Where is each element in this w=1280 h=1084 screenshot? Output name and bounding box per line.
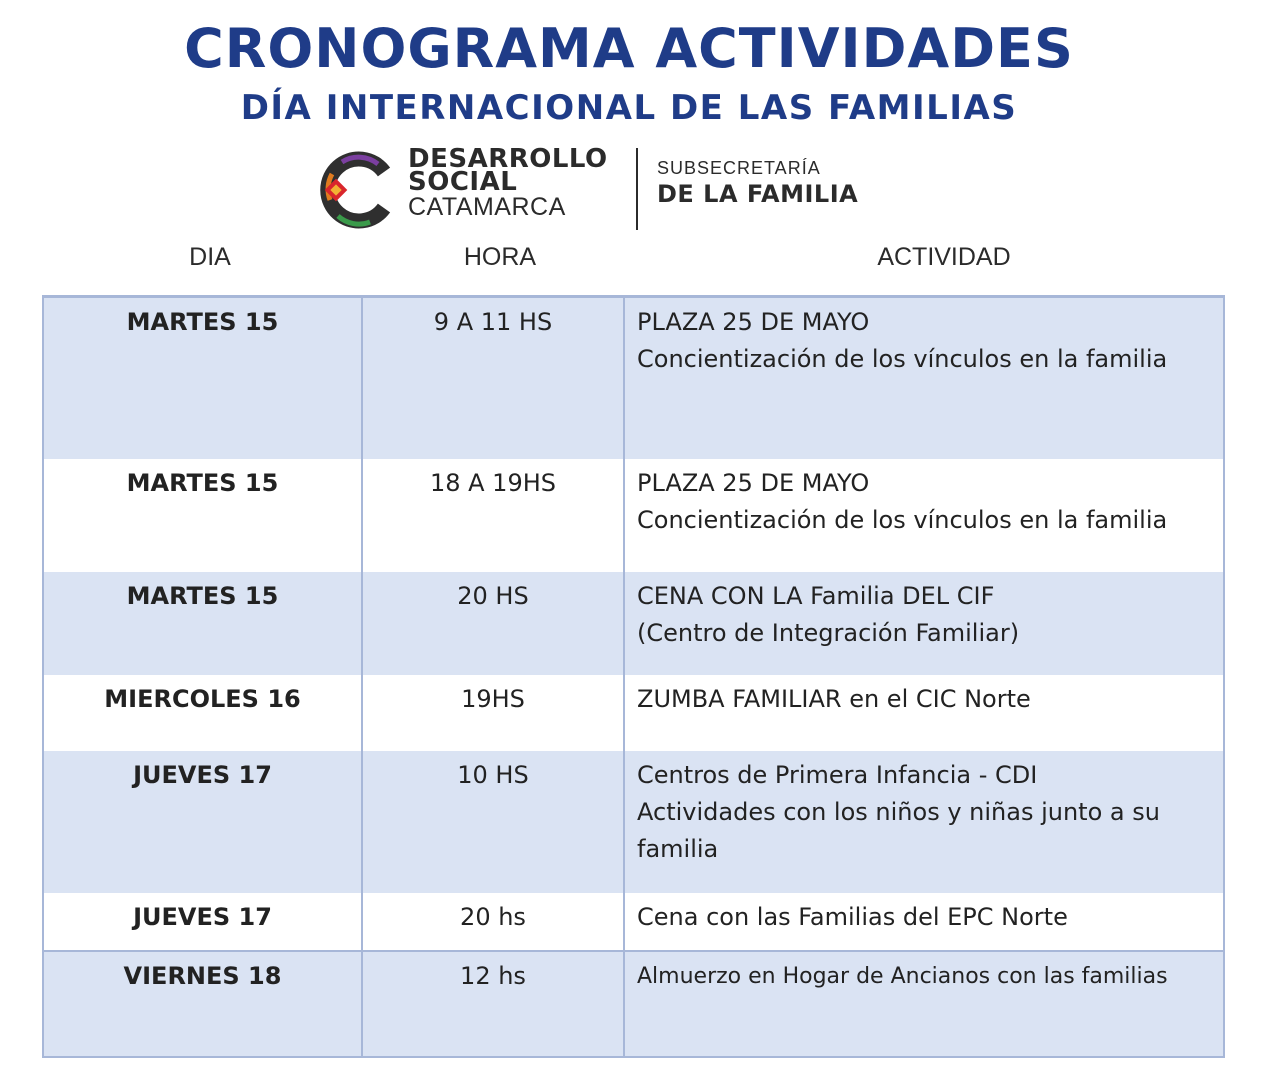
brand-line-3: CATAMARCA [408,193,566,221]
actividad-line: ZUMBA FAMILIAR en el CIC Norte [637,684,1031,713]
cell-dia: JUEVES 17 [43,893,362,951]
actividad-line: Concientización de los vínculos en la familia [637,505,1168,534]
cell-actividad [624,572,1224,675]
actividad-line: Concientización de los vínculos en la familia [637,345,1168,373]
actividad-line: (Centro de Integración Familiar) [637,618,1020,647]
cell-hora: 12 hs [362,951,624,1057]
cell-dia: MIERCOLES 16 [43,675,362,751]
column-header-dia: DIA [189,243,231,271]
actividad-line: PLAZA 25 DE MAYO [637,468,870,497]
logo-org [657,158,858,209]
page-subtitle: DÍA INTERNACIONAL DE LAS FAMILIAS [240,88,1018,128]
actividad-line: Almuerzo en Hogar de Ancianos con las familias [637,963,1168,989]
logo-divider [636,148,638,230]
cell-hora: 20 hs [362,893,624,951]
logo-brand [408,144,608,221]
table-row [43,893,1224,951]
table-row [43,675,1224,751]
cell-actividad [624,751,1224,893]
cell-dia: MARTES 15 [43,572,362,675]
actividad-line: PLAZA 25 DE MAYO [637,308,870,336]
table-row [43,459,1224,572]
actividad-line: Actividades con los niños y niñas junto a su familia [637,797,1160,863]
cell-hora: 18 A 19HS [362,459,624,572]
column-header-actividad: ACTIVIDAD [877,243,1011,271]
org-line-1: SUBSECRETARÍA [657,158,821,178]
table-row [43,951,1224,1057]
brand-line-2: SOCIAL [408,167,518,197]
cell-dia: MARTES 15 [43,297,362,459]
cell-hora: 10 HS [362,751,624,893]
table-row [43,751,1224,893]
cell-actividad [624,951,1224,1057]
cell-dia: MARTES 15 [43,459,362,572]
cell-dia: VIERNES 18 [43,951,362,1057]
actividad-line: Cena con las Familias del EPC Norte [637,902,1068,931]
schedule-table [42,295,1225,1058]
column-header-hora: HORA [463,243,537,271]
cell-actividad [624,675,1224,751]
cell-hora: 19HS [362,675,624,751]
cell-actividad [624,459,1224,572]
cell-actividad [624,297,1224,459]
table-row [43,297,1224,459]
brand-line-1: DESARROLLO [408,144,608,174]
actividad-line: Centros de Primera Infancia - CDI [637,760,1038,789]
org-line-2: DE LA FAMILIA [657,180,859,208]
actividad-line: CENA CON LA Familia DEL CIF [637,581,995,610]
desarrollo-social-logo-icon [320,150,400,230]
cell-dia: JUEVES 17 [43,751,362,893]
cell-actividad [624,893,1224,951]
cell-hora: 9 A 11 HS [362,297,624,459]
cell-hora: 20 HS [362,572,624,675]
page-title: CRONOGRAMA ACTIVIDADES [184,17,1074,80]
table-row [43,572,1224,675]
